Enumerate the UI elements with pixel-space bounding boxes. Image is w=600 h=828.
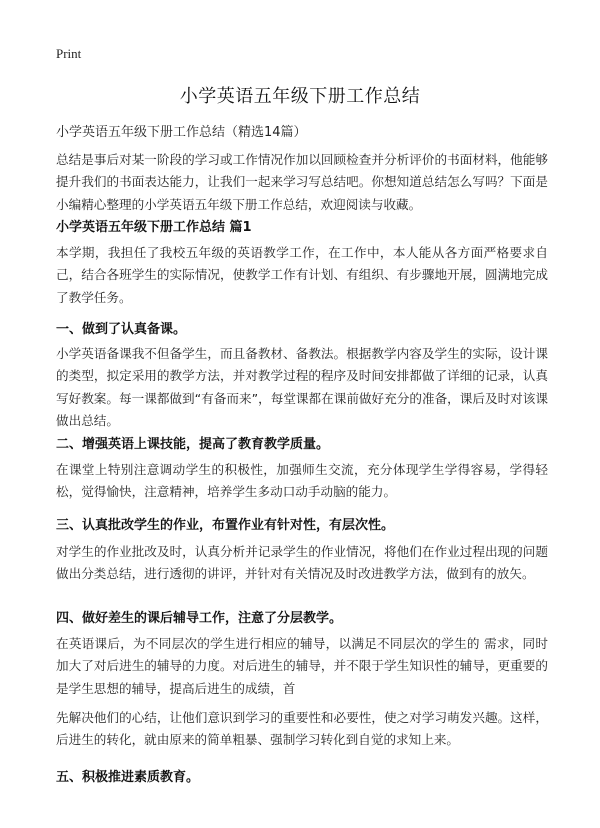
heading-2: 二、增强英语上课技能，提高了教育教学质量。 xyxy=(56,437,330,452)
page-title: 小学英语五年级下册工作总结 xyxy=(179,86,421,107)
paragraph-4a: 在英语课后，为不同层次的学生进行相应的辅导，以满足不同层次的学生的 需求，同时加大了对后进生的辅导的力度。对后进生的辅导，并不限于学生知识性的辅导，更重要的是学生思想的辅导，提高后进生的成绩，首 xyxy=(56,636,548,696)
paragraph-3: 对学生的作业批改及时，认真分析并记录学生的作业情况，将他们在作业过程出现的问题做出分类总结，进行透彻的讲评，并针对有关情况及时改进教学方法，做到有的放矢。 xyxy=(56,544,548,582)
paragraph-4b: 先解决他们的心结，让他们意识到学习的重要性和必要性，使之对学习萌发兴趣。这样，后进生的转化，就由原来的简单粗暴、强制学习转化到自觉的求知上来。 xyxy=(56,710,548,748)
print-label: Print xyxy=(56,46,82,61)
document-subtitle: 小学英语五年级下册工作总结（精选14篇） xyxy=(56,125,307,140)
section-title: 小学英语五年级下册工作总结 篇1 xyxy=(56,220,252,235)
heading-4: 四、做好差生的课后辅导工作，注意了分层教学。 xyxy=(56,611,343,626)
heading-1: 一、做到了认真备课。 xyxy=(56,322,187,337)
paragraph-2: 在课堂上特别注意调动学生的积极性，加强师生交流，充分体现学生学得容易，学得轻松，觉得愉快，注意精神，培养学生多动口动手动脑的能力。 xyxy=(56,462,548,500)
section-intro-paragraph: 本学期，我担任了我校五年级的英语教学工作，在工作中，本人能从各方面严格要求自己，结合各班学生的实际情况，使教学工作有计划、有组织、有步骤地开展，圆满地完成了教学任务。 xyxy=(56,245,548,305)
paragraph-1: 小学英语备课我不但备学生，而且备教材、备教法。根据教学内容及学生的实际，设计课的类型，拟定采用的教学方法，并对教学过程的程序及时间安排都做了详细的记录，认真写好教案。每一课都做到“有备而来”，每堂课都在课前做好充分的准备，课后及时对该课做出总结。 xyxy=(56,346,548,429)
intro-paragraph: 总结是事后对某一阶段的学习或工作情况作加以回顾检查并分析评价的书面材料，他能够提升我们的书面表达能力，让我们一起来学习写总结吧。你想知道总结怎么写吗？下面是小编精心整理的小学英语五年级下册工作总结，欢迎阅读与收藏。 xyxy=(56,152,548,212)
heading-3: 三、认真批改学生的作业，布置作业有针对性，有层次性。 xyxy=(56,518,395,533)
heading-5: 五、积极推进素质教育。 xyxy=(56,770,200,785)
